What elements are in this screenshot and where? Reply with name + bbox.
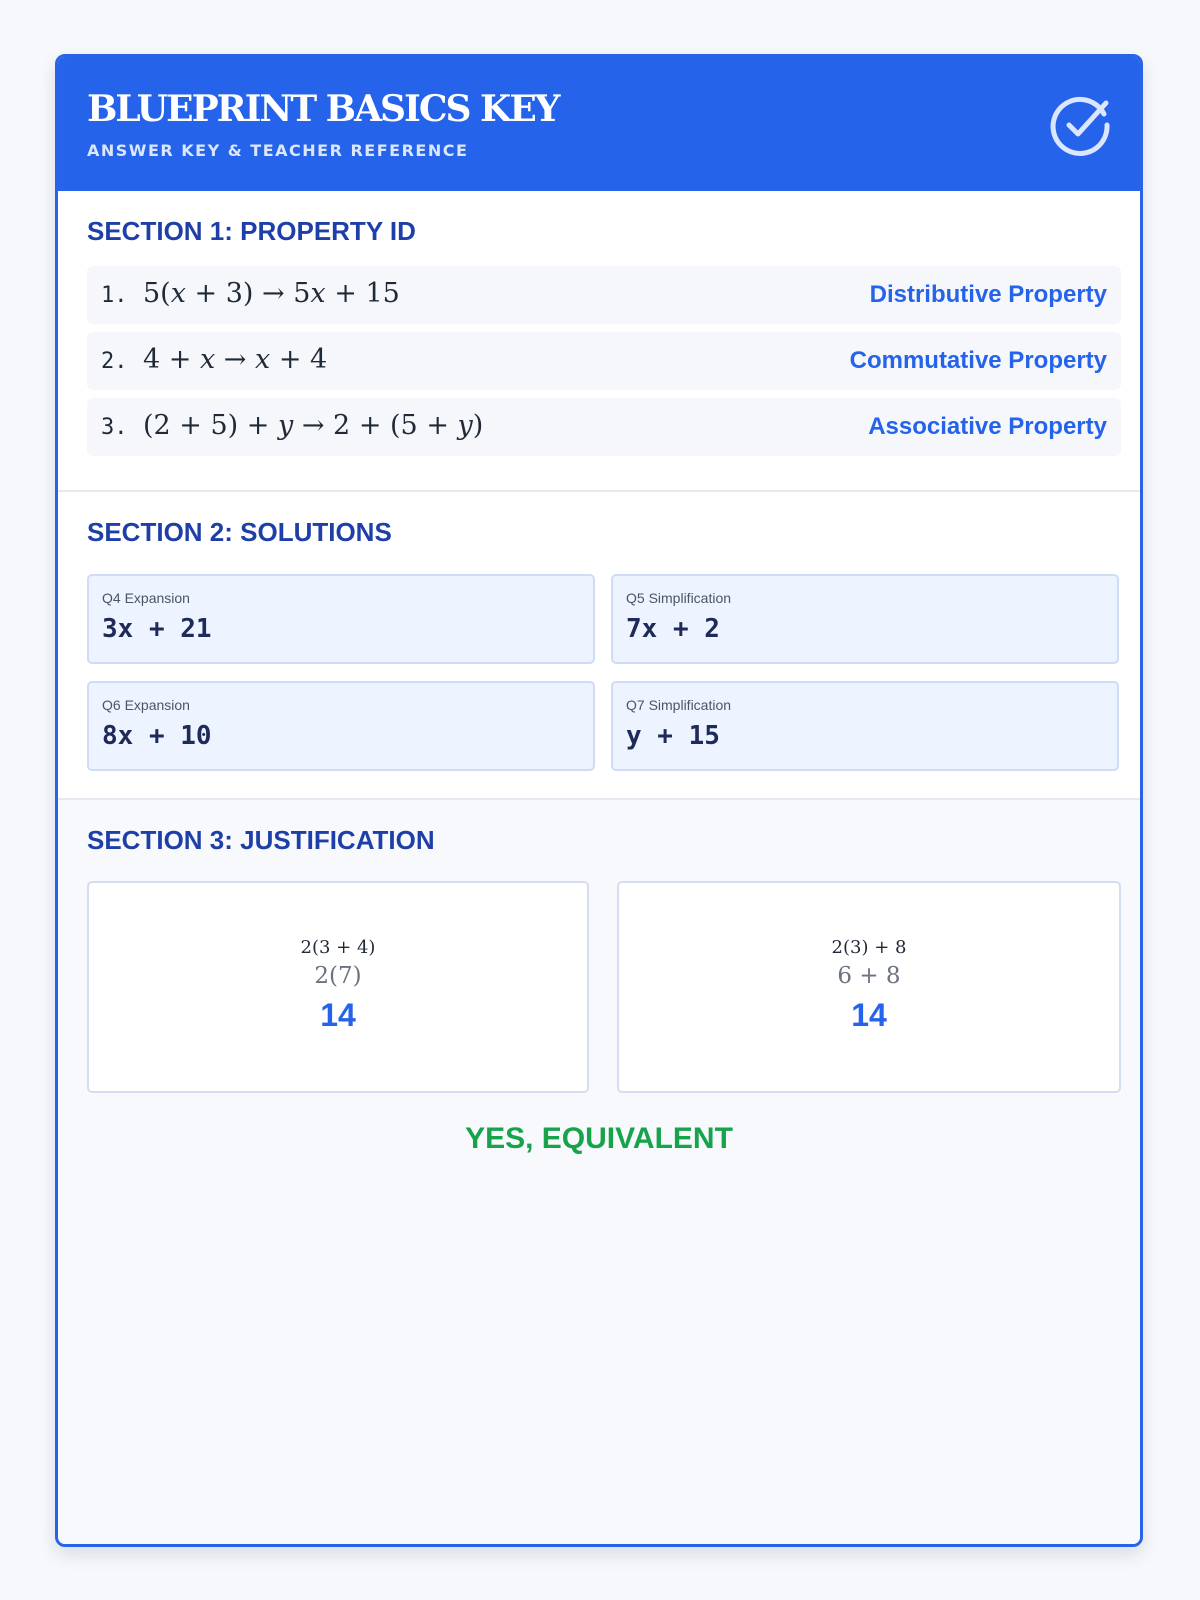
property-number: 2.	[101, 349, 128, 374]
property-number: 1.	[101, 283, 128, 308]
header-banner	[58, 57, 1140, 191]
justification-step: 2(3) + 8	[831, 937, 907, 958]
check-circle-icon	[1049, 93, 1113, 157]
page-subtitle: ANSWER KEY & TEACHER REFERENCE	[87, 141, 469, 160]
solution-label: Q4 Expansion	[102, 590, 190, 606]
justification-left-box	[87, 881, 589, 1093]
solution-value: 3x + 21	[102, 614, 212, 644]
property-expression: 4 + x → x + 4	[143, 344, 328, 375]
solution-label: Q7 Simplification	[626, 697, 732, 713]
justification-result: 14	[320, 997, 356, 1033]
justification-result: 14	[851, 997, 887, 1033]
answer-key-card	[55, 54, 1143, 1547]
justification-step: 6 + 8	[837, 963, 901, 989]
property-answer: Distributive Property	[869, 281, 1107, 308]
solution-value: y + 15	[626, 721, 720, 751]
solution-box	[87, 574, 595, 664]
page-title: BLUEPRINT BASICS KEY	[87, 88, 559, 130]
section1-title: SECTION 1: PROPERTY ID	[87, 216, 416, 246]
justification-step: 2(3 + 4)	[300, 937, 376, 958]
property-row	[87, 398, 1121, 456]
solution-value: 7x + 2	[626, 614, 720, 644]
section-divider	[58, 798, 1140, 800]
property-row	[87, 266, 1121, 324]
solution-label: Q6 Expansion	[102, 697, 190, 713]
solution-label: Q5 Simplification	[626, 590, 732, 606]
section2-title: SECTION 2: SOLUTIONS	[87, 517, 392, 547]
property-expression: 5(x + 3) → 5x + 15	[143, 278, 400, 309]
property-row	[87, 332, 1121, 390]
solution-box	[87, 681, 595, 771]
section-divider	[58, 490, 1140, 492]
solution-box	[611, 681, 1119, 771]
solution-value: 8x + 10	[102, 721, 212, 751]
justification-step: 2(7)	[314, 963, 362, 989]
property-answer: Associative Property	[868, 413, 1107, 440]
property-answer: Commutative Property	[849, 347, 1107, 374]
property-expression: (2 + 5) + y → 2 + (5 + y)	[143, 410, 484, 441]
section3-title: SECTION 3: JUSTIFICATION	[87, 825, 435, 855]
property-number: 3.	[101, 415, 128, 440]
equivalence-verdict: YES, EQUIVALENT	[465, 1122, 733, 1155]
justification-right-box	[617, 881, 1121, 1093]
solution-box	[611, 574, 1119, 664]
